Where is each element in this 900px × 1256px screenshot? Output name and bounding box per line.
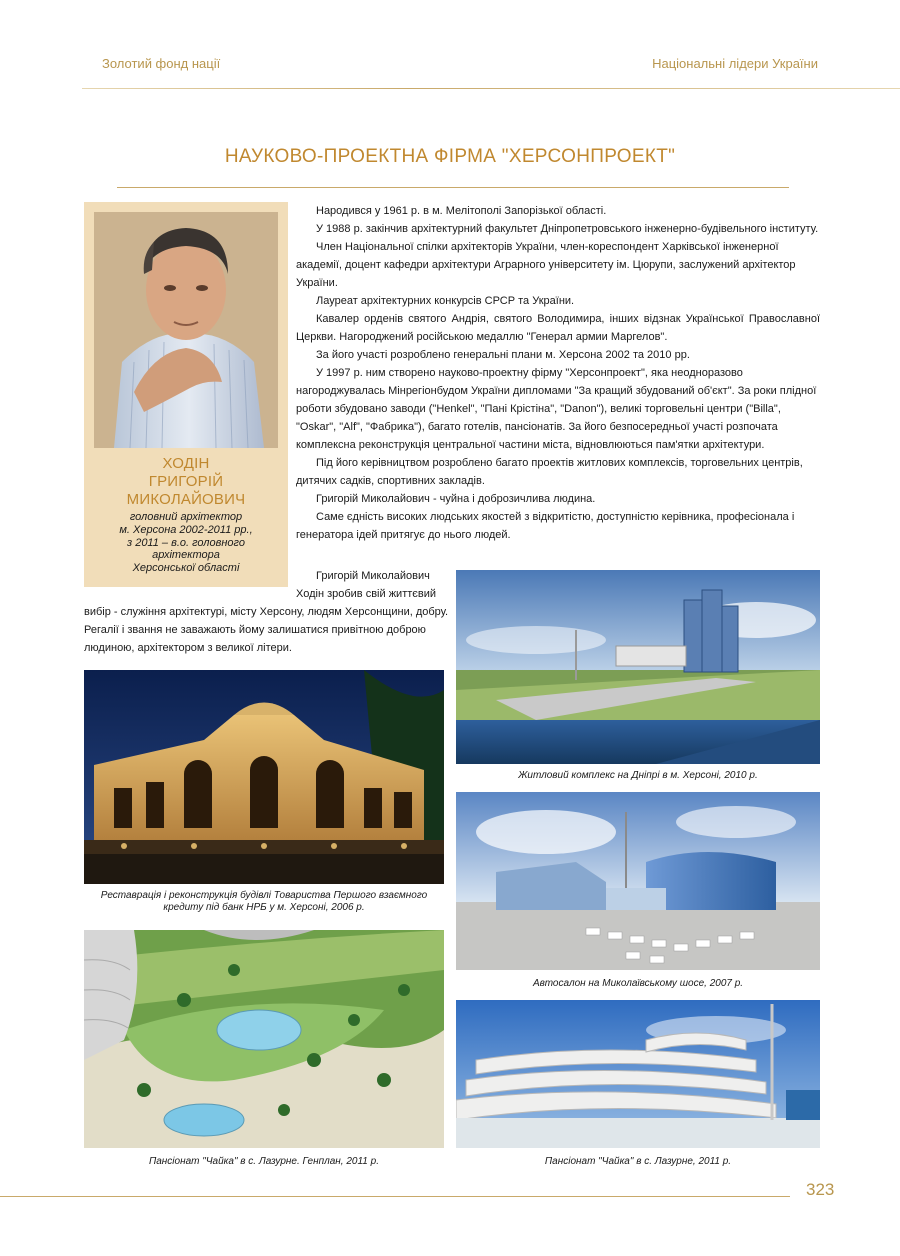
paragraph: Кавалер орденів святого Андрія, святого Володимира, інших відзнак Української Православної Церкви. Нагороджений російською медаллю "Генерал армии Маргелов". — [296, 313, 820, 343]
paragraph: вибір - служіння архітектурі, місту Херсону, людям Херсонщини, добру. Регалії і звання не заважають йому залишатися привітною доброю людиною, архітектором з великої літери. — [84, 606, 449, 654]
paragraph: Народився у 1961 р. в м. Мелітополі Запорізької області. — [316, 205, 607, 217]
title-rule — [117, 187, 789, 188]
caption-genplan: Пансіонат "Чайка" в с. Лазурне. Генплан, 2011 р. — [149, 1156, 379, 1167]
paragraph: У 1988 р. закінчив архітектурний факультет Дніпропетровського інженерно-будівельного інституту. — [316, 223, 819, 235]
caption-autosalon: Автосалон на Миколаївському шосе, 2007 р. — [532, 978, 744, 989]
person-name — [84, 455, 288, 509]
wrap-text-end — [84, 603, 450, 657]
paragraph: За його участі розроблено генеральні плани м. Херсона 2002 та 2010 рр. — [316, 349, 690, 361]
name-line: МИКОЛАЙОВИЧ — [126, 491, 246, 508]
profile-card — [84, 202, 288, 587]
photo-bank-building — [84, 670, 444, 884]
position-line: архітектора — [152, 549, 220, 562]
paragraph: У 1997 р. ним створено науково-проектну фірму "Херсонпроект", яка неодноразово нагороджувалась Мінрегіонбудом України дипломами "За кращий збудований об'єкт". За роки плідної роботи збудовано заводи ("Henkel", "Пані Крістіна", "Danon"), великі торговельні центри ("Billa", "Oskar", "Alf", "Фабрика"), багато готелів, пансіонатів. За його безпосередньої участі розпочата комплексна реконструкція центральної частини міста, відновлюються пам'ятки архітектури. — [296, 367, 817, 451]
page-number: 323 — [806, 1180, 835, 1199]
footer-rule — [0, 1196, 790, 1197]
paragraph: Григорій Миколайович Ходін зробив свій життєвий — [296, 570, 437, 600]
name-line: ГРИГОРІЙ — [148, 473, 224, 490]
position-line: Херсонської області — [132, 562, 240, 575]
position-line: з 2011 – в.о. головного — [127, 536, 245, 549]
person-position — [84, 511, 288, 575]
photo-pension-building — [456, 1000, 820, 1148]
paragraph: Лауреат архітектурних конкурсів СРСР та України. — [316, 295, 575, 307]
name-line: ХОДІН — [162, 455, 210, 472]
paragraph: Григорій Миколайович - чуйна і доброзичлива людина. — [316, 493, 596, 505]
photo-residential-complex — [456, 570, 820, 764]
caption-bank: Реставрація і реконструкція будівлі Товариства Першого взаємного кредиту під банк НРБ у м. Херсоні, 2006 р. — [100, 890, 428, 913]
running-header-right: Національні лідери України — [652, 56, 818, 71]
paragraph: Саме єдність високих людських якостей з відкритістю, доступністю керівника, професіонала і генератора ідей притягує до нього людей. — [296, 511, 795, 541]
running-header-left: Золотий фонд нації — [102, 56, 221, 71]
photo-pension-genplan — [84, 930, 444, 1148]
wrap-text-start — [296, 567, 450, 603]
page-title: НАУКОВО-ПРОЕКТНА ФІРМА "ХЕРСОНПРОЕКТ" — [224, 146, 676, 167]
caption-pension: Пансіонат "Чайка" в с. Лазурне, 2011 р. — [544, 1156, 732, 1167]
biography-text — [296, 202, 820, 544]
position-line: головний архітектор — [129, 511, 243, 523]
header-rule — [82, 88, 900, 89]
portrait-photo — [94, 212, 278, 448]
caption-residential: Житловий комплекс на Дніпрі в м. Херсоні, 2010 р. — [518, 770, 758, 781]
paragraph: Під його керівництвом розроблено багато проектів житлових комплексів, торговельних центрів, дитячих садків, спортивних закладів. — [296, 457, 803, 487]
position-line: м. Херсона 2002-2011 рр., — [119, 523, 253, 536]
photo-autosalon — [456, 792, 820, 970]
paragraph: Член Національної спілки архітекторів України, член-кореспондент Харківської інженерної академії, доцент кафедри архітектури Аграрного університету ім. Цюрупи, заслужений архітектор України. — [296, 241, 796, 289]
